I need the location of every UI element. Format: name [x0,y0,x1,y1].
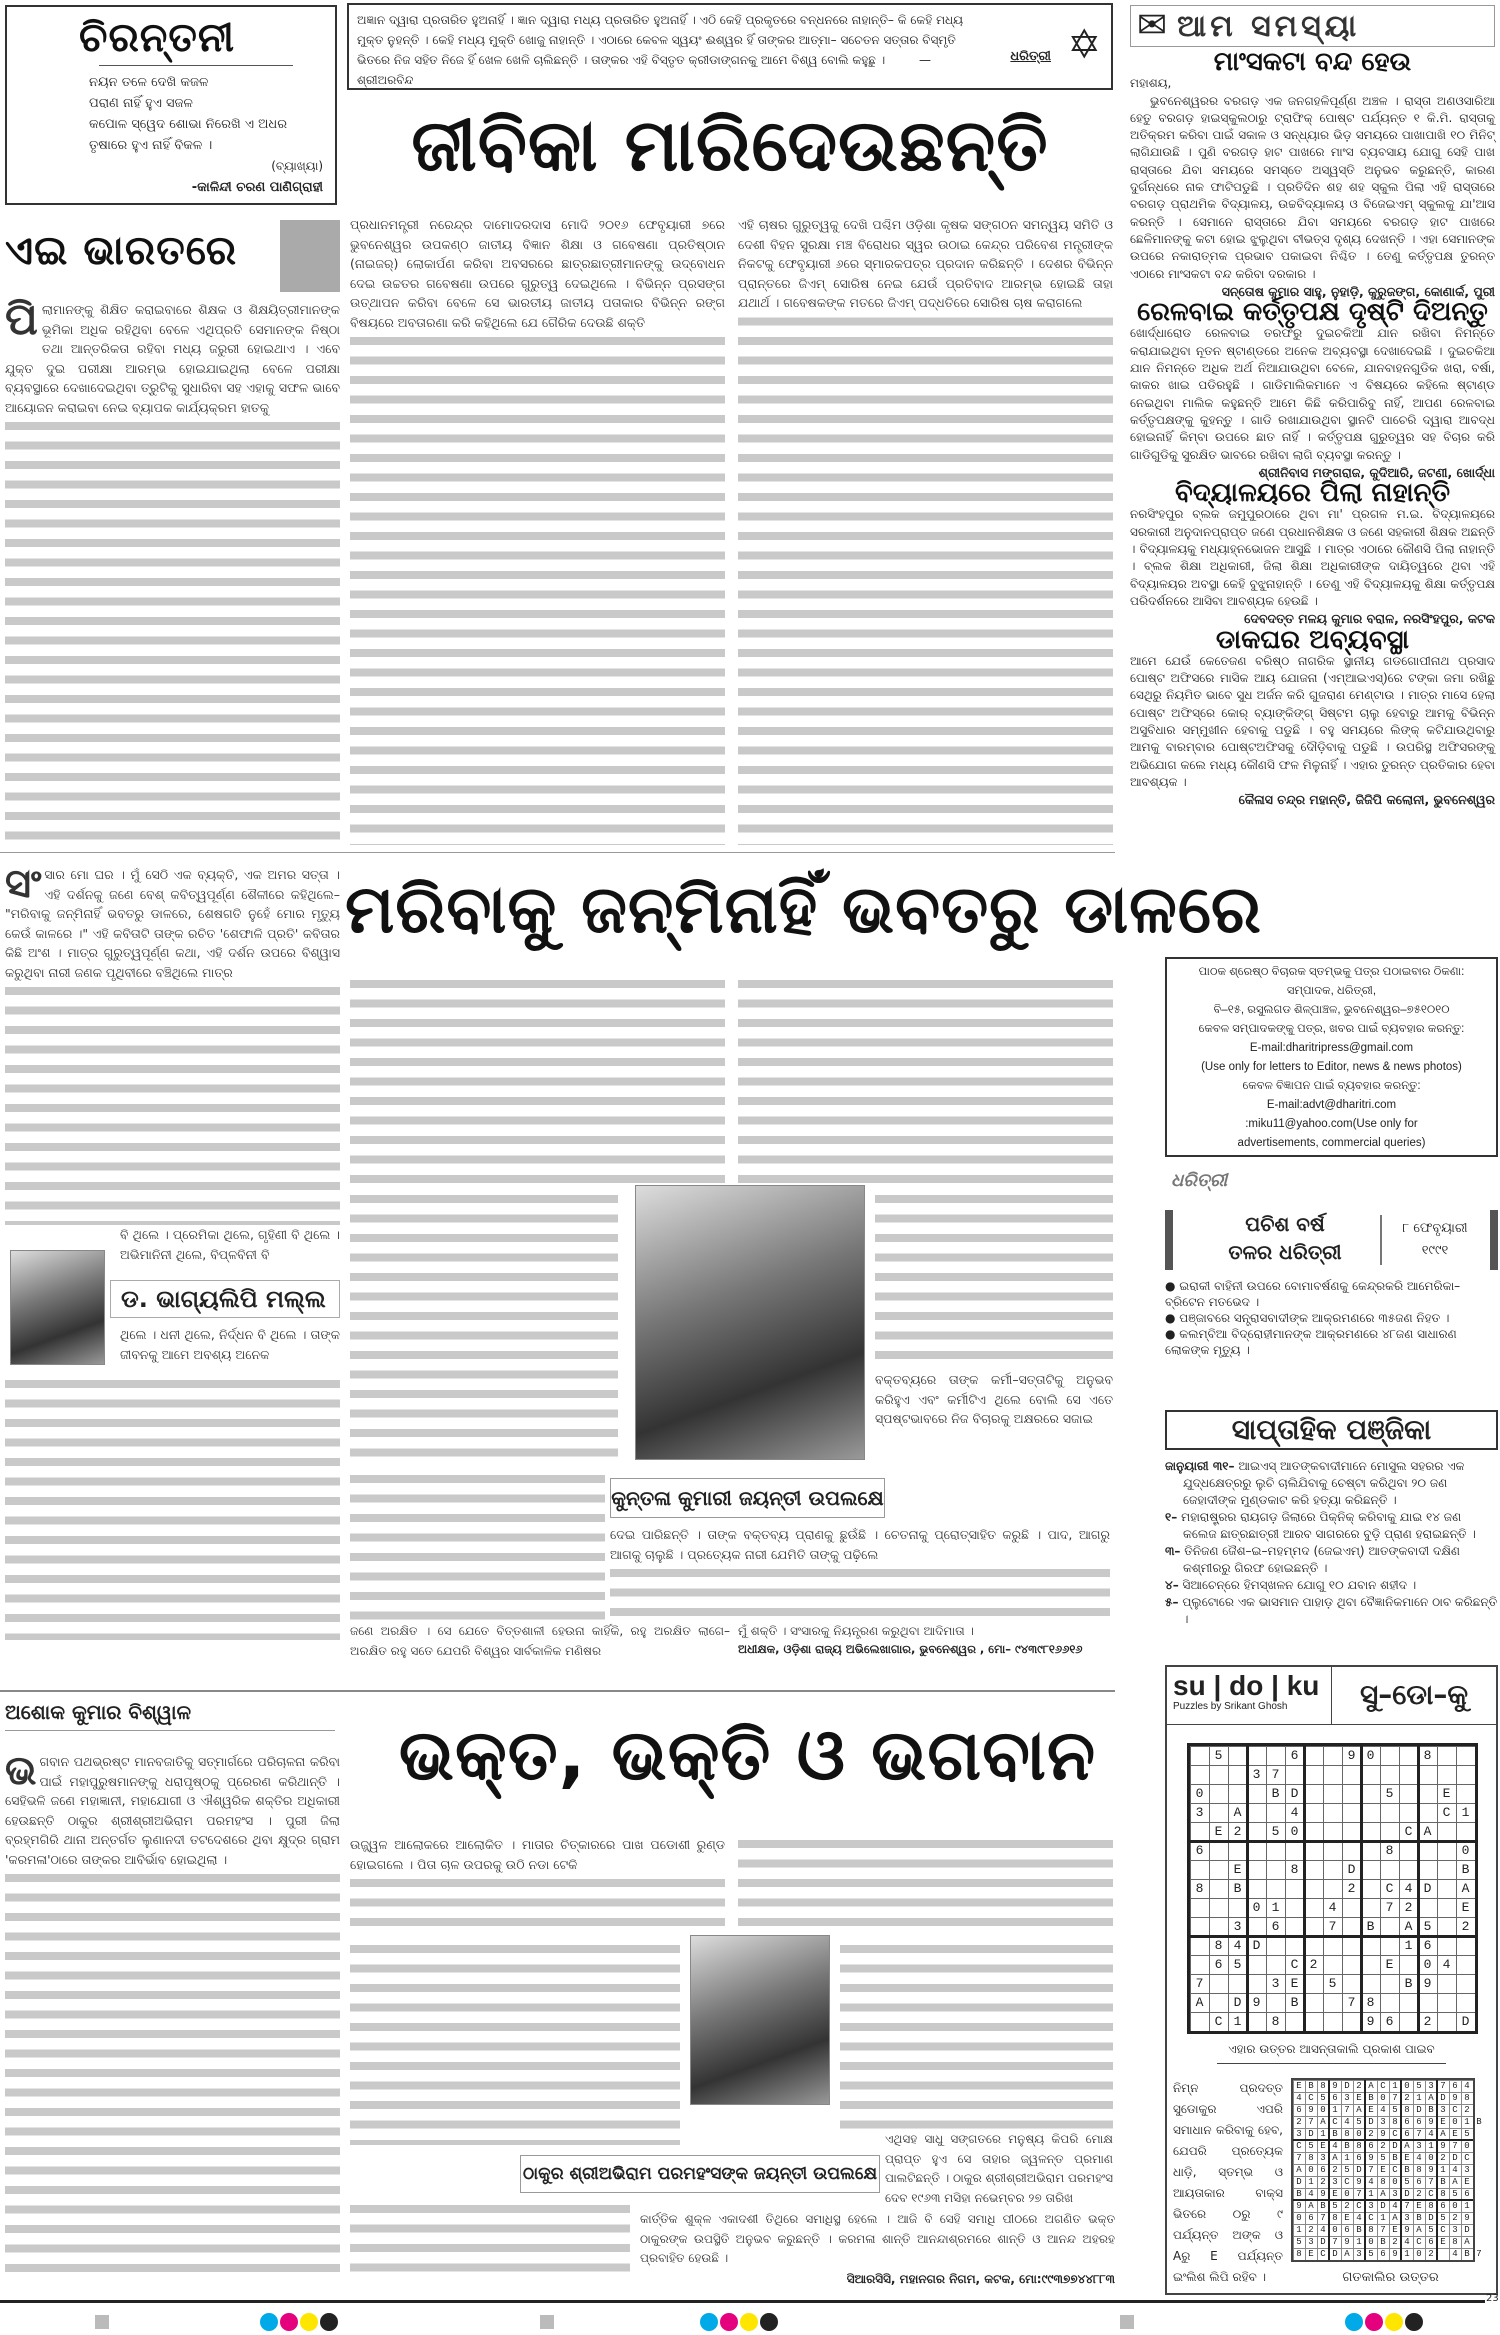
twentyfive-date: ୧୯୯୧ [1421,1243,1449,1258]
article3-byline: ସିଆରସିସି, ମହାନଗର ନିଗମ, କଟକ, ମୋ:୯୯୩୭୭୪୪୮୮୩ [846,2272,1115,2286]
twentyfive-title: ତଳର ଧରିତ୍ରୀ [1228,1240,1342,1264]
letters-column [1130,47,1495,808]
address-line: ସମ୍ପାଦକ, ଧରିତ୍ରୀ, [1286,985,1377,997]
answer-row: EB89D2AC1053764 [1296,2081,1477,2091]
poem-line: ତୃଷାରେ ହୁଏ ନାହିଁ ବିକଳ । [89,138,213,153]
color-dot [1385,2313,1403,2331]
sudoku-title: ସୁ–ଡୋ–କୁ [1359,1678,1469,1711]
article2-column-2c [350,1470,605,1620]
chirantani-title: ଚିରନ୍ତନୀ [79,15,236,61]
color-bar [260,2313,340,2335]
answer-row: A0625D7ECB89143 [1296,2165,1477,2175]
article-body: ପ୍ରଧାନମନ୍ତ୍ରୀ ନରେନ୍ଦ୍ର ଦାମୋଦରଦାସ ମୋଦି ୨୦୧୬ ଫେବୃୟାରୀ ୭ରେ ଭୁବନେଶ୍ୱର ଉପକଣ୍ଠ ଜାତୀୟ ବିଜ୍ଞାନ ଶିକ୍ଷା ଓ ଗବେଷଣା ପ୍ରତିଷ୍ଠାନ (ନାଇଜର୍) ଲୋକାର୍ପଣ କରିବା ଅବସରରେ ଛାତ୍ରଛାତ୍ରୀମାନଙ୍କୁ ଉଦ୍‌ବୋଧନ ଦେଇ ଉଚ୍ଚତର ଗବେଷଣା ଉପରେ ଗୁରୁତ୍ୱ ଦେଇଥିଲେ । ବିଭିନ୍ନ ପ୍ରସଙ୍ଗ ଉତ୍‌ଥାପନ କରିବା ବେଳେ ସେ ଭାରତୀୟ ଜାତୀୟ ପତାକାର ବିଭିନ୍ନ ରଙ୍ଗ ବିଷୟରେ ଅବତାରଣା କରି କହିଥିଲେ ଯେ ଗୈରିକ ଦେଉଛି ଶକ୍ତି [350,215,725,332]
sudoku-row: E2 50 CA [1195,1824,1481,1839]
article-body: ଲାମାନଙ୍କୁ ଶିକ୍ଷିତ କରାଇବାରେ ଶିକ୍ଷକ ଓ ଶିକ୍ଷୟିତ୍ରୀମାନଙ୍କ ଭୂମିକା ଅଧିକ ରହିଥିବା ବେଳେ ଏଥିପ୍ରତି ସେମାନଙ୍କ ନିଷ୍ଠା ତଥା ଆନ୍ତରିକତା ରହିବା ମଧ୍ୟ ଜରୁରୀ ହୋଇଥାଏ । ଏବେ ଯୁକ୍ତ ଦୁଇ ପରୀକ୍ଷା ଆରମ୍ଭ ହୋଇଯାଇଥିଲା ବେଳେ ପରୀକ୍ଷା ବ୍ୟବସ୍ଥାରେ ଦେଖାଦେଇଥିବା ତ୍ରୁଟିକୁ ସୁଧାରିବା ସହ ଏହାକୁ ସଫଳ ଭାବେ ଆୟୋଜନ କରାଇବା ନେଇ ବ୍ୟାପକ କାର୍ଯ୍ୟକ୍ରମ ହାତକୁ [5,302,340,415]
photo-caption: ଠାକୁର ଶ୍ରୀଅଭିରାମ ପରମହଂସଙ୍କ ଜୟନ୍ତୀ ଉପଲକ୍ଷେ [520,2155,880,2193]
advt-email[interactable]: E-mail:advt@dharitri.com [1266,1099,1397,1111]
panjika-item: ୪– ସିଆଚେନ୍‌ରେ ହିମସ୍ଖଳନ ଯୋଗୁ ୧୦ ଯବାନ ଶହୀଦ । [1165,1578,1417,1592]
article-body: ଏହି ଚାଷର ଗୁରୁତ୍ୱକୁ ଦେଖି ପଶ୍ଚିମ ଓଡ଼ିଶା କୃଷକ ସଙ୍ଗଠନ ସମନ୍ୱୟ ସମିତି ଓ ଦେଶୀ ବିହନ ସୁରକ୍ଷା ମଞ୍ଚ ବିରୋଧର ସ୍ୱର ଉଠାଇ କେନ୍ଦ୍ର ପରିବେଶ ମନ୍ତ୍ରୀଙ୍କ ନିକଟକୁ ଫେବୃୟାରୀ ୬ରେ ସ୍ମାରକପତ୍ର ପ୍ରଦାନ କରିଛନ୍ତି । ଦେଶର ବିଭିନ୍ନ ପ୍ରାନ୍ତରେ ଜିଏମ୍ ସୋରିଷ ନେଇ ଯେଉଁ ପ୍ରତିବାଦ ଆରମ୍ଭ ହୋଇଛି ତାହା ଯଥାର୍ଥ । ଗବେଷକଙ୍କ ମତରେ ଜିଏମ୍ ପଦ୍ଧତିରେ ସୋରିଷ ଚାଷ କରାଗଲେ [738,215,1113,313]
photo-caption: କୁନ୍ତଳା କୁମାରୀ ଜୟନ୍ତୀ ଉପଲକ୍ଷେ [610,1478,885,1518]
color-dot [320,2313,338,2331]
star-of-david-icon: ✡ [1067,22,1101,68]
article-body: ଗବାନ ପଥଭ୍ରଷ୍ଟ ମାନବଜାତିକୁ ସତ୍‌ମାର୍ଗରେ ପରିଚାଳନା କରିବା ପାଇଁ ମହାପୁରୁଷମାନଙ୍କୁ ଧରାପୃଷ୍ଠକୁ ପ୍ରେରଣ କରିଥାନ୍ତି । ସେହିଭଳି ଜଣେ ମହାଜ୍ଞାନୀ, ମହାଯୋଗୀ ଓ ଐଶ୍ୱରିକ ଶକ୍ତିର ଅଧିକାରୀ ହେଉଛନ୍ତି ଠାକୁର ଶ୍ରୀଶ୍ରୀଅଭିରାମ ପରମହଂସ । ପୁରୀ ଜିଲା ବ୍ରହ୍ମଗିରି ଥାନା ଅନ୍ତର୍ଗତ ଲୁଣାନଦୀ ତଟଦେଶରେ ଥିବା କ୍ଷୁଦ୍ର ଗ୍ରାମ 'କରମଳା'ଠାରେ ତାଙ୍କର ଆବିର୍ଭାବ ହୋଇଥିଲା । [5,1754,340,1867]
color-bar [1345,2313,1425,2335]
article-body: ଦେଇ ପାରିଛନ୍ତି । ତାଙ୍କ ବକ୍ତବ୍ୟ ପ୍ରାଣକୁ ଛୁଉଁଛି । ଚେତନାକୁ ପ୍ରୋତ୍ସାହିତ କରୁଛି । ପାଦ, ଆଗରୁ ଆଗକୁ ଚାଲୁଛି । ପ୍ରତ୍ୟେକ ନାରୀ ଯେମିତି ତାଙ୍କୁ ପଢ଼ିଲେ [610,1525,1110,1564]
article3-column-3b [840,1940,1113,2130]
answer-row: 12406B87E9A5C3D [1296,2225,1477,2235]
sudoku-row: 37 [1195,1767,1481,1782]
abhiram-paramhansa-photo [690,1935,830,2105]
letter-signature: ଦେବଦତ୍ତ ମଳୟ କୁମାର ବରାଳ, ନରସିଂହପୁର, କଟକ [1244,611,1495,627]
address-box [1165,957,1498,1157]
india-map-icon [280,220,340,292]
color-dot [720,2313,738,2331]
letter-title: ଡାକଘର ଅବ୍ୟବସ୍ଥା [1215,624,1410,655]
article3-column-2 [350,1835,725,1935]
sudoku-row: 3 6 7 B A5 2 [1195,1919,1481,1934]
color-dot [760,2313,778,2331]
article-body: ମୁଁ ଶକ୍ତି । ସଂସାରକୁ ନିୟନ୍ତ୍ରଣ କରୁଥିବା ଆଦିମାତା । [738,1624,974,1638]
registration-mark [95,2315,109,2329]
section-title: ଏଇ ଭାରତରେ [5,228,238,274]
letter-signature: ସନ୍ତୋଷ କୁମାର ସାହୁ, ନୁହାଡ଼ି, କୁରୁଜଙ୍ଗ, କୋଣାର୍କ, ପୁରୀ [1221,283,1495,299]
ei-bharatare-header [5,220,340,295]
panjika-list [1165,1458,1498,1628]
sudoku-row: 65 C2 E 04 [1195,1957,1481,1972]
envelope-icon: ✉ [1137,5,1168,46]
answer-row: C5E4B862DA31970 [1296,2141,1477,2151]
sudoku-row: C1 8 96 2 D [1195,2014,1481,2029]
color-dot [300,2313,318,2331]
quote-author: —ଶ୍ରୀଅରବିନ୍ଦ [357,53,931,87]
sudoku-credit: Puzzles by Srikant Ghosh [1173,1701,1288,1712]
ei-bharatare-article [5,294,340,845]
answer-row: 783A1695BE402DC [1296,2153,1477,2163]
poem-author: -କାଳିନ୍ଦୀ ଚରଣ ପାଣିଗ୍ରାହୀ [191,180,323,195]
article-body: ବକ୍ତବ୍ୟରେ ତାଙ୍କ କର୍ମୀ–ସତ୍ତାଟିକୁ ଅନୁଭବ କରିହୁଏ ଏବଂ କର୍ମୀଟିଏ ଥିଲେ ବୋଲି ସେ ଏତେ ସ୍ପଷ୍ଟଭାବରେ ନିଜ ବିଚାରକୁ ଅକ୍ଷରରେ ସଜାଇ [875,1370,1113,1429]
advt-email-alt[interactable]: :miku11@yahoo.com(Use only for [1245,1118,1418,1130]
sudoku-row: 5 6 90 8 [1195,1748,1481,1763]
address-line: କେବଳ ବିଜ୍ଞାପନ ପାଇଁ ବ୍ୟବହାର କରନ୍ତୁ: [1242,1080,1421,1092]
letter-body: ଆମେ ଯେଉଁ କେତେଜଣ ବରିଷ୍ଠ ନାଗରିକ ସ୍ଥାନୀୟ ଗଡଗୋପୀନାଥ ପ୍ରସାଦ ପୋଷ୍ଟ ଅଫିସରେ ମାସିକ ଆୟ ଯୋଜନା (ଏମ୍ଆଇଏସ୍)ରେ ଟଙ୍କା ଜମା ରଖିଛୁ ସେଥିରୁ ନିୟମିତ ଭାବେ ସୁଧ ଅର୍ଜନ କରି ଗୁଜରାଣ ମେଣ୍ଟାଉ । ମାତ୍ର ମାସେ ହେଲା ପୋଷ୍ଟ ଅଫିସ୍‌ରେ କୋର୍ ବ୍ୟାଙ୍କିଙ୍ଗ୍ ସିଷ୍ଟମ ଚାଲୁ ହେବାରୁ ଆମକୁ ବିଭିନ୍ନ ଅସୁବିଧାର ସମ୍ମୁଖୀନ ହେବାକୁ ପଡୁଛି । ବହୁ ସମୟରେ ଲିଙ୍କ୍ କଟିଯାଉଥିବାରୁ ଆମକୁ ବାରମ୍ବାର ପୋଷ୍ଟଅଫିସକୁ ଦୌଡ଼ିବାକୁ ପଡୁଛି । ଉପରିସ୍ଥ ଅଫିସରଙ୍କୁ ଅଭିଯୋଗ କଲେ ମଧ୍ୟ କୌଣସି ଫଳ ମିଳୁନାହିଁ । ଏହାର ତୁରନ୍ତ ପ୍ରତିକାର ହେବା ଆବଶ୍ୟକ । [1130,653,1495,789]
article-body: ଥିଲେ । ଧନୀ ଥିଲେ, ନିର୍ଦ୍ଧନ ବି ଥିଲେ । ତାଙ୍କ ଜୀବନକୁ ଆମେ ଅବଶ୍ୟ ଅନେକ [120,1327,340,1362]
quote-text: ଅଜ୍ଞାନ ଦ୍ୱାରା ପ୍ରତାରିତ ହୁଅନାହିଁ । ଜ୍ଞାନ ଦ୍ୱାରା ମଧ୍ୟ ପ୍ରତାରିତ ହୁଅନାହିଁ । ଏଠି କେହି ପ୍ରକୃତରେ ବନ୍ଧନରେ ନାହାନ୍ତି– କି କେହି ମଧ୍ୟ ମୁକ୍ତ ନୁହନ୍ତି । କେହି ମଧ୍ୟ ମୁକ୍ତି ଖୋଜୁ ନାହାନ୍ତି । ଏଠାରେ କେବଳ ସ୍ୱୟଂ ଈଶ୍ୱର ହିଁ ତାଙ୍କର ଆତ୍ମା– ସଚେତନ ସତ୍ତାର ବିସ୍ମୃତି ଭିତରେ ନିଜ ସହିତ ନିଜେ ହିଁ ଖେଳ ଖେଳି ଚାଲିଛନ୍ତି । ତାଙ୍କର ଏହି ବିସ୍ତୃତ କ୍ରୀଡାଙ୍ଗନକୁ ଆମେ ବିଶ୍ୱ ବୋଲି କହୁଛୁ । [357,13,964,67]
sudoku-row: 84D 16 [1195,1938,1481,1953]
color-dot [1345,2313,1363,2331]
answer-row: 69017AE458DB3C2 [1296,2105,1477,2115]
color-dot [260,2313,278,2331]
sudoku-answer-grid [1291,2078,1489,2262]
news-item: ● କଲମ୍ବିଆ ବିଦ୍ରୋହୀମାନଙ୍କ ଆକ୍ରମଣରେ ୪୮ଜଣ ସାଧାରଣ ଲୋକଙ୍କ ମୃତ୍ୟୁ । [1165,1327,1457,1357]
letter-body: ଭୁବନେଶ୍ୱରର ବରଗଡ଼ ଏକ ଜନଗହଳିପୂର୍ଣ୍ଣ ଅଞ୍ଚଳ । ରାସ୍ତା ଅଣଓସାରିଆ ହେତୁ ବରଗଡ଼ ହାଇସ୍କୁଲଠାରୁ ଟ୍ରାଫିକ୍ ପୋଷ୍ଟ ପର୍ଯ୍ୟନ୍ତ ୧ କି.ମି. ରାସ୍ତାକୁ ଅତିକ୍ରମ କରିବା ପାଇଁ ସକାଳ ଓ ସନ୍ଧ୍ୟାର ଭିଡ଼ ସମୟରେ ପାଖାପାଖି ୧୦ ମିନିଟ୍ ଲାଗିଯାଉଛି । ପୁଣି ବରଗଡ଼ ହାଟ ପାଖରେ ମାଂସ ବ୍ୟବସାୟ ଯୋଗୁ ସେହି ପାଖ ରାସ୍ତାରେ ଯିବା ସମୟରେ ସମସ୍ତେ ଅସ୍ୱସ୍ତି ଅନୁଭବ କରୁଛନ୍ତି, କାରଣ ଦୁର୍ଗନ୍ଧରେ ନାକ ଫାଟିପଡୁଛି । ପ୍ରତିଦିନ ଶହ ଶହ ସ୍କୁଲ ପିଲା ଏହି ରାସ୍ତାରେ ବରଗଡ଼ ପ୍ରାଥମିକ ବିଦ୍ୟାଳୟ, ଉଚ୍ଚବିଦ୍ୟାଳୟ ଓ ବିଜେଇଏମ୍ ସ୍କୁଲକୁ ଯା'ଆସ କରନ୍ତି । ସେମାନେ ରାସ୍ତାରେ ଯିବା ସମୟରେ ବରଗଡ଼ ହାଟ ପାଖରେ ଛେଳିମାନଙ୍କୁ କଟା ହୋଇ ଝୁଲୁଥିବା ବୀଭତ୍ସ ଦୃଶ୍ୟ ଦେଖନ୍ତି । ଏହା ସେମାନଙ୍କ ଉପରେ ନକାରାତ୍ମକ ପ୍ରଭାବ ପକାଇବା ନିଶ୍ଚିତ । ତେଣୁ କର୍ତ୍ତୃପକ୍ଷ ତୁରନ୍ତ ଏଠାରେ ମାଂସକଟା ବନ୍ଦ କରିବା ଦରକାର । [1130,93,1495,281]
article-body: ଉଜ୍ଜ୍ୱଳ ଆଲୋକରେ ଆଲୋକିତ । ମାତାର ଚିତ୍କାରରେ ପାଖ ପଡୋଶୀ ରୁଣ୍ଡ ହୋଇଗଲେ । ପିତା ଚାଳ ଉପରକୁ ଉଠି ନଡା ଟେକି [350,1835,725,1874]
poem-line: ପରାଣ ନାହିଁ ହୁଏ ସଜଳ [89,96,193,111]
news-item: ● ପଞ୍ଜାବରେ ସନ୍ତ୍ରାସବାଦୀଙ୍କ ଆକ୍ରମଣରେ ୩୫ଜଣ ନିହତ । [1165,1311,1450,1325]
article3-column-1 [5,1748,340,2282]
editor-email[interactable]: E-mail:dharitripress@gmail.com [1249,1042,1414,1054]
dharitri-logo: ଧରିତ୍ରୀ [1010,49,1051,64]
answer-row: 8ECDA3569102 4B7 [1296,2249,1489,2259]
article-body: ବି ଥିଲେ । ପ୍ରେମିକା ଥିଲେ, ଗୃହିଣୀ ବି ଥିଲେ । ଅଭିମାନିନୀ ଥିଲେ, ବିପ୍ଳବିନୀ ବି [120,1227,340,1262]
article-body: କାର୍ତ୍ତିକ ଶୁକ୍ଳ ଏକାଦଶୀ ତିଥିରେ ସମାଧିସ୍ଥ ହେଲେ । ଆଜି ବି ସେହି ସମାଧି ପୀଠରେ ଅଗଣିତ ଭକ୍ତ ଠାକୁରଙ୍କ ଉପସ୍ଥିତି ଅନୁଭବ କରୁଛନ୍ତି । କରମଳା ଶାନ୍ତି ଆନନ୍ଦାଶ୍ରମରେ ଶାନ୍ତି ଓ ଆନନ୍ଦ ଅହରହ ପ୍ରବାହିତ ହେଉଛି । [640,2212,1115,2265]
article3-column-3 [738,1835,1113,1935]
answer-row: 53D7910B24C6E8A [1296,2237,1477,2247]
twentyfive-date: ୮ ଫେବୃୟାରୀ [1402,1221,1468,1236]
article2-column-3 [738,975,1113,1185]
letter-body: ନରସିଂହପୁର ବ୍ଲକ ଜମୁପୁରଠାରେ ଥିବା ମା' ପ୍ରଗଳ ମ.ଇ. ବିଦ୍ୟାଳୟରେ ସରକାରୀ ଅନୁଦାନପ୍ରାପ୍ତ ଜଣେ ପ୍ରଧାନଶିକ୍ଷକ ଓ ଜଣେ ସହକାରୀ ଶିକ୍ଷକ ଅଛନ୍ତି । ବିଦ୍ୟାଳୟକୁ ମଧ୍ୟାହ୍ନଭୋଜନ ଆସୁଛି । ମାତ୍ର ଏଠାରେ କୌଣସି ପିଲା ନାହାନ୍ତି । ବ୍ଲକ ଶିକ୍ଷା ଅଧିକାରୀ, ଜିଲା ଶିକ୍ଷା ଅଧିକାରୀଙ୍କ ଦାୟିତ୍ୱରେ ଥିବା ଏହି ବିଦ୍ୟାଳୟର ଅବସ୍ଥା କେହି ବୁଝୁନାହାନ୍ତି । ତେଣୁ ଏହି ବିଦ୍ୟାଳୟକୁ ଶିକ୍ଷା କର୍ତ୍ତୃପକ୍ଷ ପରିଦର୍ଶନରେ ଆସିବା ଆବଶ୍ୟକ ହେଉଛି । [1130,507,1495,608]
article-body: ସାର ମୋ ଘର । ମୁଁ ସେଠି ଏକ ବ୍ୟକ୍ତି, ଏକ ଅମର ସତ୍ତା । ଏହି ଦର୍ଶନକୁ ଜଣେ ବେଶ୍ କବିତ୍ୱପୂର୍ଣ୍ଣ ଶୈଳୀରେ କହିଥିଲେ– "ମରିବାକୁ ଜନ୍ମିନାହିଁ ଭବତରୁ ଡାଳରେ, ଶେଷଗତି ନୁହେଁ ମୋର ମୃତ୍ୟୁ କେଉଁ କାଳରେ ।" ଏହି କବିତାଟି ତାଙ୍କ ରଚିତ 'ଶେଫାଳି ପ୍ରତି' କବିତାର କିଛି ଅଂଶ । ମାତ୍ର ଗୁରୁତ୍ୱପୂର୍ଣ୍ଣ କଥା, ଏହି ଦର୍ଶନ ଉପରେ ବିଶ୍ୱାସ କରୁଥିବା ନାରୀ ଜଣକ ପୃଥିବୀରେ ବଞ୍ଚିଥିଲେ ମାତ୍ର [5,867,340,980]
address-line: (Use only for letters to Editor, news & news photos) [1201,1061,1462,1073]
quote-box [347,3,1113,90]
answer-row: B49E071A3D2C856 [1296,2189,1477,2199]
news-item: ● ଇରାକୀ ବାହିନୀ ଉପରେ ବୋମାବର୍ଷଣକୁ କେନ୍ଦ୍ରକରି ଆମେରିକା–ବ୍ରିଟେନ ମତଭେଦ । [1165,1279,1461,1309]
color-dot [280,2313,298,2331]
poem-line: କପୋଳ ସ୍ୱେଦ ଶୋଭା ନିରେଖି ଏ ଅଧର [89,117,288,132]
article2-column-2b [350,1190,618,1460]
article-body: ଜଣେ ଅରକ୍ଷିତ । ସେ ଯେତେ ବିତ୍ତଶାଳୀ ହେଉନା କାହିଁକି, ରହୁ ଅରକ୍ଷିତ ଲାଗେ– ଅରକ୍ଷିତ ରହୁ ସତେ ଯେପରି ବିଶ୍ୱର ସାର୍ବକାଳିକ ମଣିଷର [350,1624,730,1658]
sudoku-row: 7 3E 5 B9 [1195,1976,1481,1991]
answer-row: 9AB52C3D47E8601 [1296,2201,1477,2211]
panjika-item: ୫– ପ୍ଲୁଟୋରେ ଏକ ଭାସମାନ ପାହାଡ଼ ଥିବା ବୈଜ୍ଞାନିକମାନେ ଠାବ କରିଛନ୍ତି । [1165,1595,1498,1626]
answer-row: 4C563EB0721AD98 [1296,2093,1477,2103]
article2-column-1b [5,1375,340,1640]
color-dot [700,2313,718,2331]
letter-signature: ଶ୍ରୀନିବାସ ମଙ୍ଗରାଜ, କୁଦିଆରି, ଜଟଣୀ, ଖୋର୍ଦ୍ଧା [1258,464,1495,480]
color-dot [1365,2313,1383,2331]
article2-column-3b [875,1190,1113,1455]
author-photo [10,1250,105,1365]
section-title: ଆମ ସମସ୍ୟା [1177,8,1361,44]
answer-row: 27AC45D38669E01B [1296,2117,1489,2127]
article3-column-2c [350,2200,630,2280]
lead-headline: ଜୀବିକା ମାରିଦେଉଛନ୍ତି [411,103,1049,187]
answer-row: 0678E4C1A3BD529 [1296,2213,1477,2223]
color-dot [740,2313,758,2331]
letter-title: ରେଳବାଇ କର୍ତ୍ତୃପକ୍ଷ ଦୃଷ୍ଟି ଦିଅନ୍ତୁ [1137,297,1488,328]
sudoku-box [1165,1665,1498,2295]
drop-cap: ପି [5,294,38,345]
letter-body: ଖୋର୍ଦ୍ଧାରୋଡ ରେଳବାଇ ତରଫରୁ ଦୁଇଚକିଆ ଯାନ ରଖିବା ନିମନ୍ତେ କରାଯାଇଥିବା ନୂତନ ଷ୍ଟାଣ୍ଡରେ ଅନେକ ଅବ୍ୟବସ୍ଥା ଦେଖାଦେଇଛି । ଦୁଇଚକିଆ ଯାନ ନିମନ୍ତେ ଅଧିକ ଅର୍ଥ ନିଆଯାଉଥିବା ବେଳେ, ଯାନବାହନଗୁଡିକ ଖରା, ବର୍ଷା, କାକର ଖାଇ ପଡିରହୁଛି । ଗାଡିମାଲିକମାନେ ଏ ବିଷୟରେ କହିଲେ ଷ୍ଟାଣ୍ଡ ନେଇଥିବା ମାଲିକ କହୁଛନ୍ତି ଆମେ କିଛି କରିପାରିବୁ ନାହିଁ, ଆପଣ ରେଳବାଇ କର୍ତ୍ତୃପକ୍ଷଙ୍କୁ କୁହନ୍ତୁ । ଗାଡି ରଖାଯାଉଥିବା ସ୍ଥାନଟି ପାଚେରି ଦ୍ୱାରା ଆବଦ୍ଧ ହୋଇନାହିଁ କିମ୍ବା ଉପରେ ଛାତ ନାହିଁ । କର୍ତ୍ତୃପକ୍ଷ ଗୁରୁତ୍ୱର ସହ ବିଚାର କରି ଗାଡିଗୁଡିକୁ ସୁରକ୍ଷିତ ଭାବରେ ରଖିବା ଲାଗି ବ୍ୟବସ୍ଥା କରନ୍ତୁ । [1130,326,1495,462]
address-line: କେବଳ ସମ୍ପାଦକଙ୍କୁ ପତ୍ର, ଖବର ପାଇଁ ବ୍ୟବହାର କରନ୍ତୁ: [1198,1023,1465,1035]
drop-cap: ସଂ [5,861,42,907]
sudoku-row: 8 B 2 C4D A [1195,1881,1481,1896]
color-dot [1405,2313,1423,2331]
answer-row: D123C9480567BAE [1296,2177,1477,2187]
poem-line: ନୟନ ତଳେ ଦେଖି କଜଳ [89,75,209,90]
article3-author: ଅଶୋକ କୁମାର ବିଶ୍ୱାଳ [5,1700,335,1731]
author-name: ଡ. ଭାଗ୍ୟଲିପି ମଲ୍ଲ [110,1280,340,1318]
sudoku-row: E 8 D B [1195,1862,1481,1877]
panjika-item: ଜାନୁୟାରୀ ୩୧– ଆଇଏସ୍ ଆତଙ୍କବାଦୀମାନେ ମୋସୁଲ ସହରର ଏକ ଯୁଦ୍ଧକ୍ଷେତ୍ରରୁ ଲୁଚି ଚାଲିଯିବାକୁ ଚେଷ୍ଟା କରିଥିବା ୨୦ ଜଣ ଜେହାଦୀଙ୍କ ମୁଣ୍ଡକାଟ କରି ହତ୍ୟା କରିଛନ୍ତି । [1165,1459,1465,1507]
letter-salutation: ମହାଶୟ, [1130,76,1172,91]
lead-column-1 [350,215,725,845]
panjika-title: ସାପ୍ତାହିକ ପଞ୍ଜିକା [1165,1410,1498,1450]
article-body: ଏଥିସହ ସାଧୁ ସଙ୍ଗତରେ ମନୁଷ୍ୟ କିପରି ମୋକ୍ଷ ପ୍ରାପ୍ତ ହୁଏ ସେ ତାହାର ଜ୍ୱଳନ୍ତ ପ୍ରମାଣ ପାଲଟିଛନ୍ତି । ଠାକୁର ଶ୍ରୀଶ୍ରୀଅଭିରାମ ପରମହଂସ ଦେବ ୧୯୬୩ ମସିହା ନଭେମ୍ବର ୨୭ ତାରିଖ [885,2132,1113,2205]
kuntala-kumari-photo [635,1185,865,1460]
panjika-item: ୧– ମହାରାଷ୍ଟ୍ରର ରାୟଗଡ଼ ଜିଲାରେ ପିକ୍‌ନିକ୍ କରିବାକୁ ଯାଇ ୧୪ ଜଣ କଲେଜ ଛାତ୍ରଛାତ୍ରୀ ଆରବ ସାଗରରେ ବୁଡ଼ି ପ୍ରାଣ ହରାଇଛନ୍ତି । [1165,1510,1476,1541]
registration-mark [540,2315,554,2329]
article2-byline: ଅଧୀକ୍ଷକ, ଓଡ଼ିଶା ରାଜ୍ୟ ଅଭିଲେଖାଗାର, ଭୁବନେଶ୍ୱର , ମୋ– ୯୪୩୯୮୧୬୬୧୬ [738,1642,1083,1656]
answer-row: 3D1B8029C674AE5 [1296,2129,1477,2139]
letter-title: ବିଦ୍ୟାଳୟରେ ପିଲା ନାହାନ୍ତି [1174,478,1451,509]
sudoku-instructions: ନିମ୍ନ ପ୍ରଦତ୍ତ ସୁଡୋକୁର ଏପରି ସମାଧାନ କରିବାକୁ ହେବ, ଯେପରି ପ୍ରତ୍ୟେକ ଧାଡ଼ି, ସ୍ତମ୍ଭ ଓ ଆୟତାକାର ବାକ୍ସ ଭିତରେ ୦ରୁ ୯ ପର୍ଯ୍ୟନ୍ତ ଅଙ୍କ ଓ Aରୁ E ପର୍ଯ୍ୟନ୍ତ ଇଂଲିଶ ଲିପି ରହିବ । [1173,2081,1283,2284]
sudoku-row: 01 4 72 E [1195,1900,1481,1915]
letters-header [1130,5,1495,47]
chirantani-box [5,5,337,205]
color-bar [700,2313,780,2335]
sudoku-row: 6 8 0 [1195,1843,1481,1858]
sudoku-row: A D9 B 78 [1195,1995,1481,2010]
registration-mark [1120,2315,1134,2329]
poem-note: (ବ୍ୟାଖ୍ୟା) [271,159,323,173]
article2-column-3c [610,1525,1110,1620]
address-line: advertisements, commercial queries) [1237,1137,1426,1149]
sudoku-puzzle-grid [1187,1743,1481,2034]
letter-title: ମାଂସକଟା ବନ୍ଦ ହେଉ [1213,47,1412,77]
answer-label: ଗତକାଲିର ଉତ୍ତର [1342,2270,1439,2285]
article2-column-1 [5,861,340,1225]
page-number: 23 [1486,2293,1499,2304]
drop-cap: ଭ [5,1748,37,1794]
sudoku-row: 0 BD 5 E [1195,1786,1481,1801]
sudoku-row: 3 A 4 C1 [1195,1805,1481,1820]
address-line: ବି–୧୫, ରସୁଲଗଡ ଶିଳ୍ପାଞ୍ଚଳ, ଭୁବନେଶ୍ୱର–୭୫୧୦୧୦ [1213,1004,1450,1016]
twentyfive-title: ପଚିଶ ବର୍ଷ [1245,1212,1325,1236]
article2-column-2 [350,975,725,1185]
sudoku-logo: su | do | ku [1173,1670,1320,1701]
lead-column-2 [738,215,1113,845]
article3-column-2b [350,1940,680,2145]
article2-headline: ମରିବାକୁ ଜନ୍ମିନାହିଁ ଭବତରୁ ଡାଳରେ [345,871,1262,948]
address-line: ପାଠକ ଶ୍ରେଷ୍ଠ ବିଚାରକ ସ୍ତମ୍ଭକୁ ପତ୍ର ପଠାଇବାର ଠିକଣା: [1198,966,1465,978]
letter-signature: କୈଳାସ ଚନ୍ଦ୍ର ମହାନ୍ତି, ଜିଜିପି କଲୋନୀ, ଭୁବନେଶ୍ୱର [1238,792,1495,808]
article3-headline: ଭକ୍ତ, ଭକ୍ତି ଓ ଭଗବାନ [398,1714,1097,1796]
twentyfive-years-box [1165,1170,1498,1355]
answer-note: ଏହାର ଉତ୍ତର ଆସନ୍ତାକାଲି ପ୍ରକାଶ ପାଇବ [1228,2042,1435,2056]
dharitri-logo: ଧରିତ୍ରୀ [1171,1170,1228,1191]
panjika-item: ୩– ତିନିଜଣ ଜୈଶ–ଇ–ମହମ୍ମଦ (ଜେଇଏମ୍) ଆତଙ୍କବାଦୀ ଦକ୍ଷିଣ କଶ୍ମୀରରୁ ଗିରଫ ହୋଇଛନ୍ତି । [1165,1544,1460,1575]
